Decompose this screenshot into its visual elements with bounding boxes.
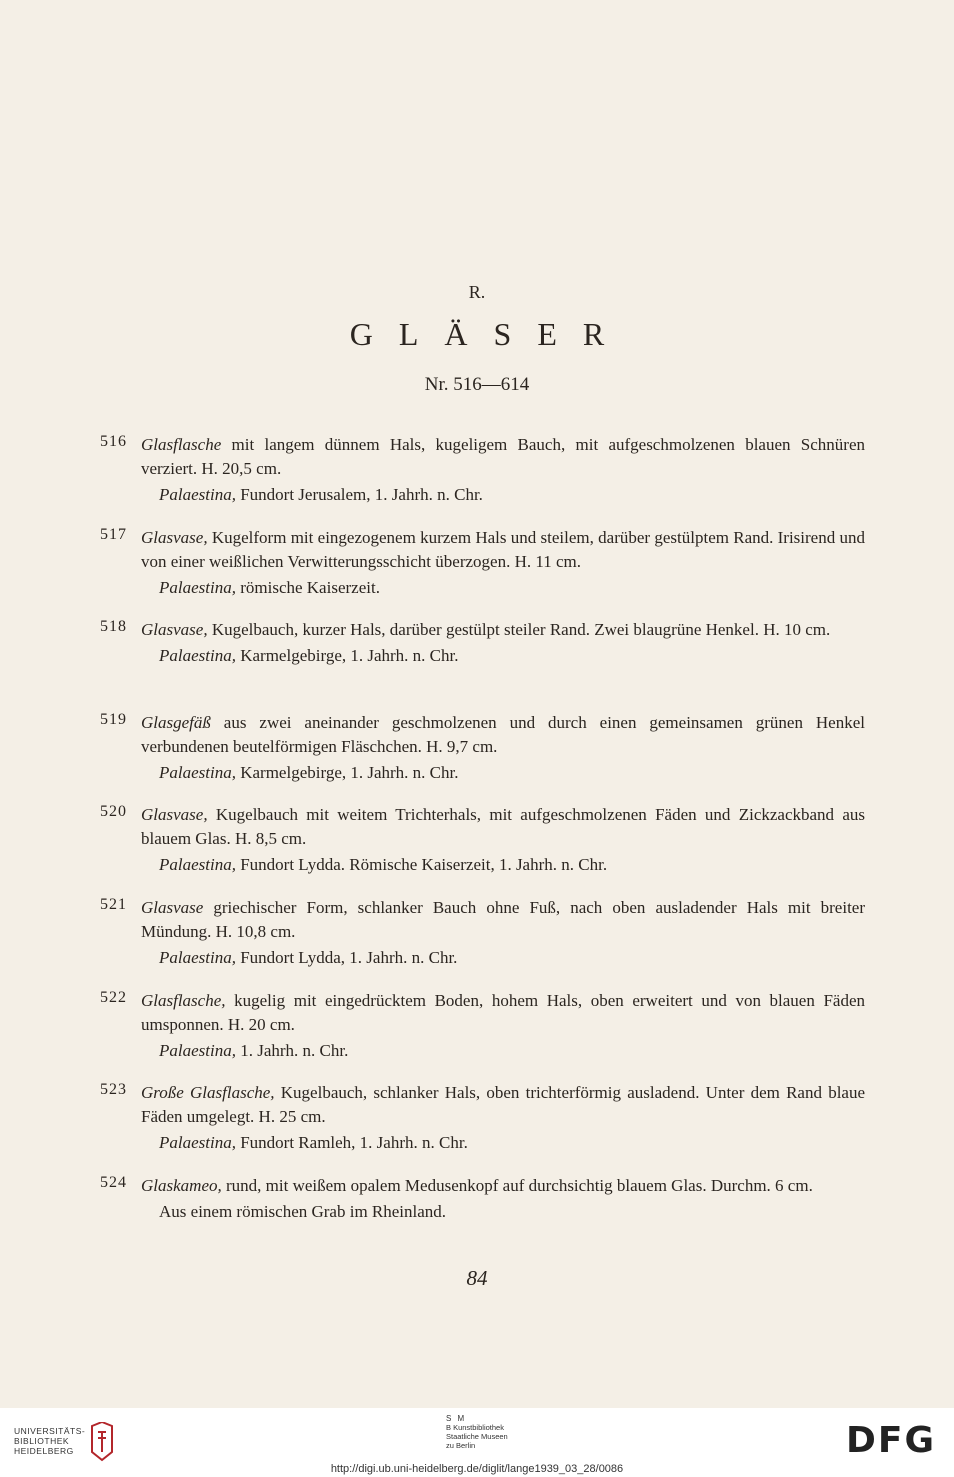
- provenance-text: Karmelgebirge, 1. Jahrh. n. Chr.: [235, 646, 459, 666]
- provenance-text: Fundort Jerusalem, 1. Jahrh. n. Chr.: [235, 485, 483, 504]
- catalogue-entry: [100, 989, 865, 1082]
- catalogue-entry: [100, 433, 865, 526]
- entry-description: [141, 989, 865, 1037]
- entry-name: Glasgefäß: [141, 712, 211, 732]
- entry-provenance: [159, 483, 865, 507]
- provenance-text: Karmelgebirge, 1. Jahrh. n. Chr.: [235, 762, 459, 782]
- entry-provenance: [159, 761, 865, 785]
- kunstbibliothek-line-1: B Kunstbibliothek: [446, 1423, 504, 1432]
- entry-description: [141, 803, 865, 851]
- entry-name: Glasflasche: [141, 435, 222, 454]
- entry-description: [141, 526, 865, 574]
- entry-name: Glasvase: [141, 897, 204, 917]
- provenance-text: 1. Jahrh. n. Chr.: [235, 1040, 349, 1060]
- entry-provenance: [159, 1039, 865, 1063]
- entry-provenance: [159, 1200, 865, 1224]
- entry-text: Kugelform mit eingezogenem kurzem Hals und steilem, darüber gestülptem Rand. Irisirend und von einer weißlichen Verwitterungsschicht überzogen. H. 11 cm.: [141, 527, 865, 571]
- catalogue-entry: [100, 896, 865, 989]
- entry-name: Glasvase,: [141, 527, 208, 547]
- entry-text: Kugelbauch, kurzer Hals, darüber gestülpt steiler Rand. Zwei blaugrüne Henkel. H. 10 cm.: [207, 620, 831, 640]
- provenance-place: Palaestina,: [159, 646, 236, 666]
- entry-number: 523: [100, 1081, 127, 1099]
- entry-number: 516: [100, 433, 127, 450]
- entry-name: Glaskameo,: [141, 1175, 222, 1195]
- kunstbibliothek-line-2: Staatliche Museen: [446, 1432, 508, 1441]
- catalogue-entry: [100, 526, 865, 619]
- entry-text: mit langem dünnem Hals, kugeligem Bauch, mit aufgeschmolzenen blauen Schnüren verziert. H. 20,5 cm.: [141, 435, 865, 478]
- entry-text: aus zwei aneinander geschmolzenen und durch einen gemeinsamen grünen Henkel verbundenen beutelförmigen Fläschchen. H. 9,7 cm.: [141, 712, 865, 756]
- provenance-place: Palaestina,: [159, 1133, 236, 1153]
- entry-text: rund, mit weißem opalem Medusenkopf auf durchsichtig blauem Glas. Durchm. 6 cm.: [221, 1175, 813, 1195]
- provenance-text: Fundort Ramleh, 1. Jahrh. n. Chr.: [235, 1133, 468, 1153]
- catalogue-range: Nr. 516—614: [424, 374, 530, 395]
- entry-description: [141, 1081, 865, 1129]
- provenance-text: Aus einem römischen Grab im Rheinland.: [159, 1201, 447, 1221]
- uni-line-3: HEIDELBERG: [14, 1446, 74, 1456]
- entry-name: Glasvase,: [141, 805, 208, 825]
- section-letter: R.: [468, 282, 486, 302]
- entry-number: 520: [100, 803, 127, 821]
- entry-description: [141, 618, 865, 642]
- entry-description: [141, 711, 865, 759]
- catalogue-entry: [100, 618, 865, 711]
- entry-number: 524: [100, 1173, 127, 1191]
- provenance-place: Palaestina,: [159, 762, 236, 782]
- provenance-text: römische Kaiserzeit.: [235, 577, 380, 597]
- entry-provenance: [159, 1131, 865, 1155]
- entry-text: Kugelbauch mit weitem Trichterhals, mit aufgeschmolzenen Fäden und Zickzackband aus blauem Glas. H. 8,5 cm.: [141, 805, 865, 849]
- entry-number: 518: [100, 618, 127, 636]
- entry-description: [141, 1174, 865, 1198]
- entry-description: [141, 896, 865, 944]
- kunstbibliothek-logo[interactable]: [446, 1414, 508, 1450]
- provenance-place: Palaestina,: [159, 485, 236, 504]
- entry-provenance: [159, 853, 865, 877]
- entry-description: [141, 433, 865, 481]
- catalogue-entry: [100, 1081, 865, 1174]
- provenance-place: Palaestina,: [159, 1040, 236, 1060]
- digitization-footer: [0, 1408, 954, 1477]
- entry-provenance: [159, 946, 865, 970]
- provenance-place: Palaestina,: [159, 855, 236, 875]
- provenance-text: Fundort Lydda. Römische Kaiserzeit, 1. Jahrh. n. Chr.: [235, 855, 608, 875]
- entry-text: griechischer Form, schlanker Bauch ohne Fuß, nach oben ausladender Hals mit breiter Mündung. H. 10,8 cm.: [141, 897, 865, 941]
- entry-number: 522: [100, 988, 127, 1006]
- entry-text: Kugelbauch, schlanker Hals, oben trichterförmig ausladend. Unter dem Rand blaue Fäden umgelegt. H. 25 cm.: [141, 1083, 866, 1127]
- catalogue-entry: [100, 803, 865, 896]
- dfg-logo[interactable]: DFG: [846, 1420, 937, 1461]
- entry-number: 519: [100, 710, 127, 728]
- provenance-text: Fundort Lydda, 1. Jahrh. n. Chr.: [235, 947, 458, 967]
- uni-line-1: UNIVERSITÄTS-: [14, 1426, 86, 1436]
- entry-provenance: [159, 576, 865, 600]
- provenance-place: Palaestina,: [159, 577, 236, 597]
- entry-text: kugelig mit eingedrücktem Boden, hohem Hals, oben erweitert und von blauen Fäden umsponnen. H. 20 cm.: [141, 990, 865, 1034]
- bleed-through-text: [100, 90, 880, 282]
- entry-provenance: [159, 644, 865, 668]
- catalogue-entries: [100, 433, 865, 1266]
- entry-name: Glasvase,: [141, 620, 208, 640]
- source-url-link[interactable]: http://digi.ub.uni-heidelberg.de/diglit/lange1939_03_28/0086: [330, 1463, 624, 1475]
- entry-number: 517: [100, 525, 127, 543]
- page-title: GLÄSER: [349, 316, 631, 352]
- university-logo-icon[interactable]: [88, 1422, 116, 1462]
- provenance-place: Palaestina,: [159, 947, 236, 967]
- entry-number: 521: [100, 895, 127, 913]
- page-number: 84: [466, 1266, 488, 1290]
- entry-name: Glasflasche,: [141, 990, 226, 1010]
- kunstbibliothek-line-3: zu Berlin: [446, 1441, 476, 1450]
- catalogue-entry: [100, 1174, 865, 1267]
- kunstbibliothek-monogram: S M: [446, 1414, 467, 1423]
- entry-name: Große Glasflasche,: [141, 1083, 275, 1103]
- uni-line-2: BIBLIOTHEK: [14, 1436, 70, 1446]
- university-library-label[interactable]: [14, 1426, 85, 1456]
- catalogue-entry: [100, 711, 865, 804]
